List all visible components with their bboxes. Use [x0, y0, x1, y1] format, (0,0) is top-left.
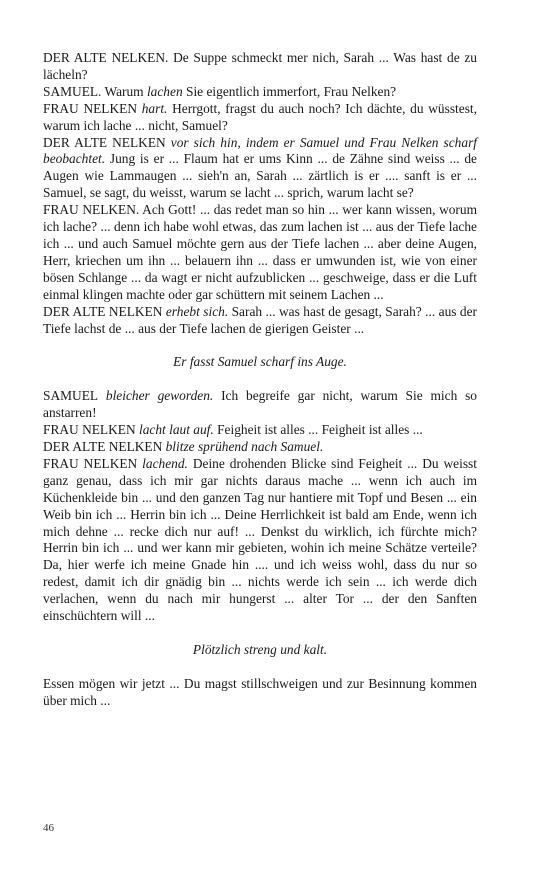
speech-block: [43, 439, 477, 456]
speech-text: De Suppe schmeckt mer nich, Sarah ... Was hast de zu lächeln?: [43, 50, 477, 82]
speech-text: Warum: [101, 83, 147, 99]
speech-text: Feigheit ist alles ... Feigheit ist alles ...: [213, 422, 423, 438]
speech-block: [43, 101, 477, 135]
speech-block: [43, 202, 477, 303]
speech-block: [43, 84, 477, 101]
speech-block: [43, 304, 477, 338]
stage-direction-inline: bleicher geworden.: [98, 388, 214, 404]
speaker-name: FRAU NELKEN: [43, 100, 137, 116]
speaker-name: FRAU NELKEN: [43, 422, 136, 438]
speech-block: [43, 456, 477, 625]
speaker-name: FRAU NELKEN: [43, 455, 138, 471]
speech-text: Deine drohenden Blicke sind Feigheit ... Du weisst ganz genau, dass ich mir gar nichts daraus mache ... wenn ich auch im Küchenkleide bin ... und den ganzen Tag nur hantiere mit Topf und Besen ... ein Weib bin ich ... Herrin bin ich ... Deine Herrlichkeit ist bald am Ende, wenn ich mich dehne ... recke dich nur auf! ... Denkst du wirklich, ich fürchte mich? Herrin bin ich ... und wer kann mir gebieten, wohin ich meine Schätze verteile? Da, hier werfe ich meine Gnade hin .... und ich weiss wohl, dass du nur so redest, damit ich dir gnädig bin ... nichts werde ich sein ... ich werde dich verlachen, wenn du nach mir hungerst ... alter Tor ... der den Sanften einschüchtern will ...: [43, 455, 477, 624]
speech-text: Jung is er ... Flaum hat er ums Kinn ... de Zähne sind weiss ... de Augen wie Lammaugen ... sieh'n an, Sarah ... zärtlich is er .... sanft is er ... Samuel, se sagt, du weisst, warum se lacht ... sprich, warum lacht se?: [43, 151, 477, 201]
stage-direction: Plötzlich streng und kalt.: [192, 642, 328, 657]
page-number: 46: [43, 822, 54, 834]
speech-text: Ach Gott! ... das redet man so hin ... wer kann wissen, worum ich lache? ... denn ich habe wohl etwas, das zum lachen ist ... aus der Tiefe lache ich ... und auch Samuel möchte gern aus der Tiefe lachen ... aber deine Augen, Herr, kriechen um ihn ... belauern ihn ... dass er umwunden ist, wie von einer bösen Schlange ... da wagt er nicht aufzublicken ... geschweige, dass er die Luft einmal klingen machte oder gar schüttern mit seinem Lachen ...: [43, 202, 477, 302]
speaker-name: SAMUEL: [43, 388, 99, 404]
document-page: [43, 50, 477, 710]
stage-direction-inline: lachend.: [137, 455, 188, 471]
speaker-name: DER ALTE NELKEN.: [43, 50, 169, 65]
speech-block: [43, 676, 477, 710]
speech-text: Sie eigentlich immerfort, Frau Nelken?: [182, 83, 397, 99]
speaker-name: FRAU NELKEN.: [43, 202, 140, 218]
speaker-name: SAMUEL.: [43, 83, 102, 99]
stage-direction-inline: blitze sprühend nach Samuel.: [162, 439, 324, 455]
stage-direction-inline: erhebt sich.: [162, 303, 229, 319]
speech-block: [43, 50, 477, 84]
speech-text: Ich begreife gar nicht, warum Sie mich so anstarren!: [43, 388, 477, 421]
speech-block: [43, 135, 477, 203]
speaker-name: DER ALTE NELKEN: [43, 134, 166, 150]
stage-direction: Er fasst Samuel scharf ins Auge.: [173, 354, 347, 370]
speech-text: Essen mögen wir jetzt ... Du magst stillschweigen und zur Besinnung kommen über mich ...: [43, 675, 477, 708]
stage-direction-inline: hart.: [137, 100, 168, 116]
speaker-name: DER ALTE NELKEN: [43, 303, 163, 319]
speech-emphasis: lachen: [146, 83, 183, 99]
speech-block: [43, 422, 477, 439]
stage-direction-inline: vor sich hin, indem er Samuel und Frau Nelken scharf beobachtet.: [43, 134, 478, 167]
speech-text: Sarah ... was hast de gesagt, Sarah? ... aus der Tiefe lachst de ... aus der Tiefe lachen de gierigen Geister ...: [43, 303, 478, 336]
speaker-name: DER ALTE NELKEN: [43, 439, 163, 455]
stage-direction-inline: lacht laut auf.: [135, 422, 214, 438]
speech-text: Herrgott, fragst du auch noch? Ich dächte, du wüsstest, warum ich lache ... nicht, Samuel?: [43, 100, 477, 133]
speech-block: [43, 388, 477, 422]
